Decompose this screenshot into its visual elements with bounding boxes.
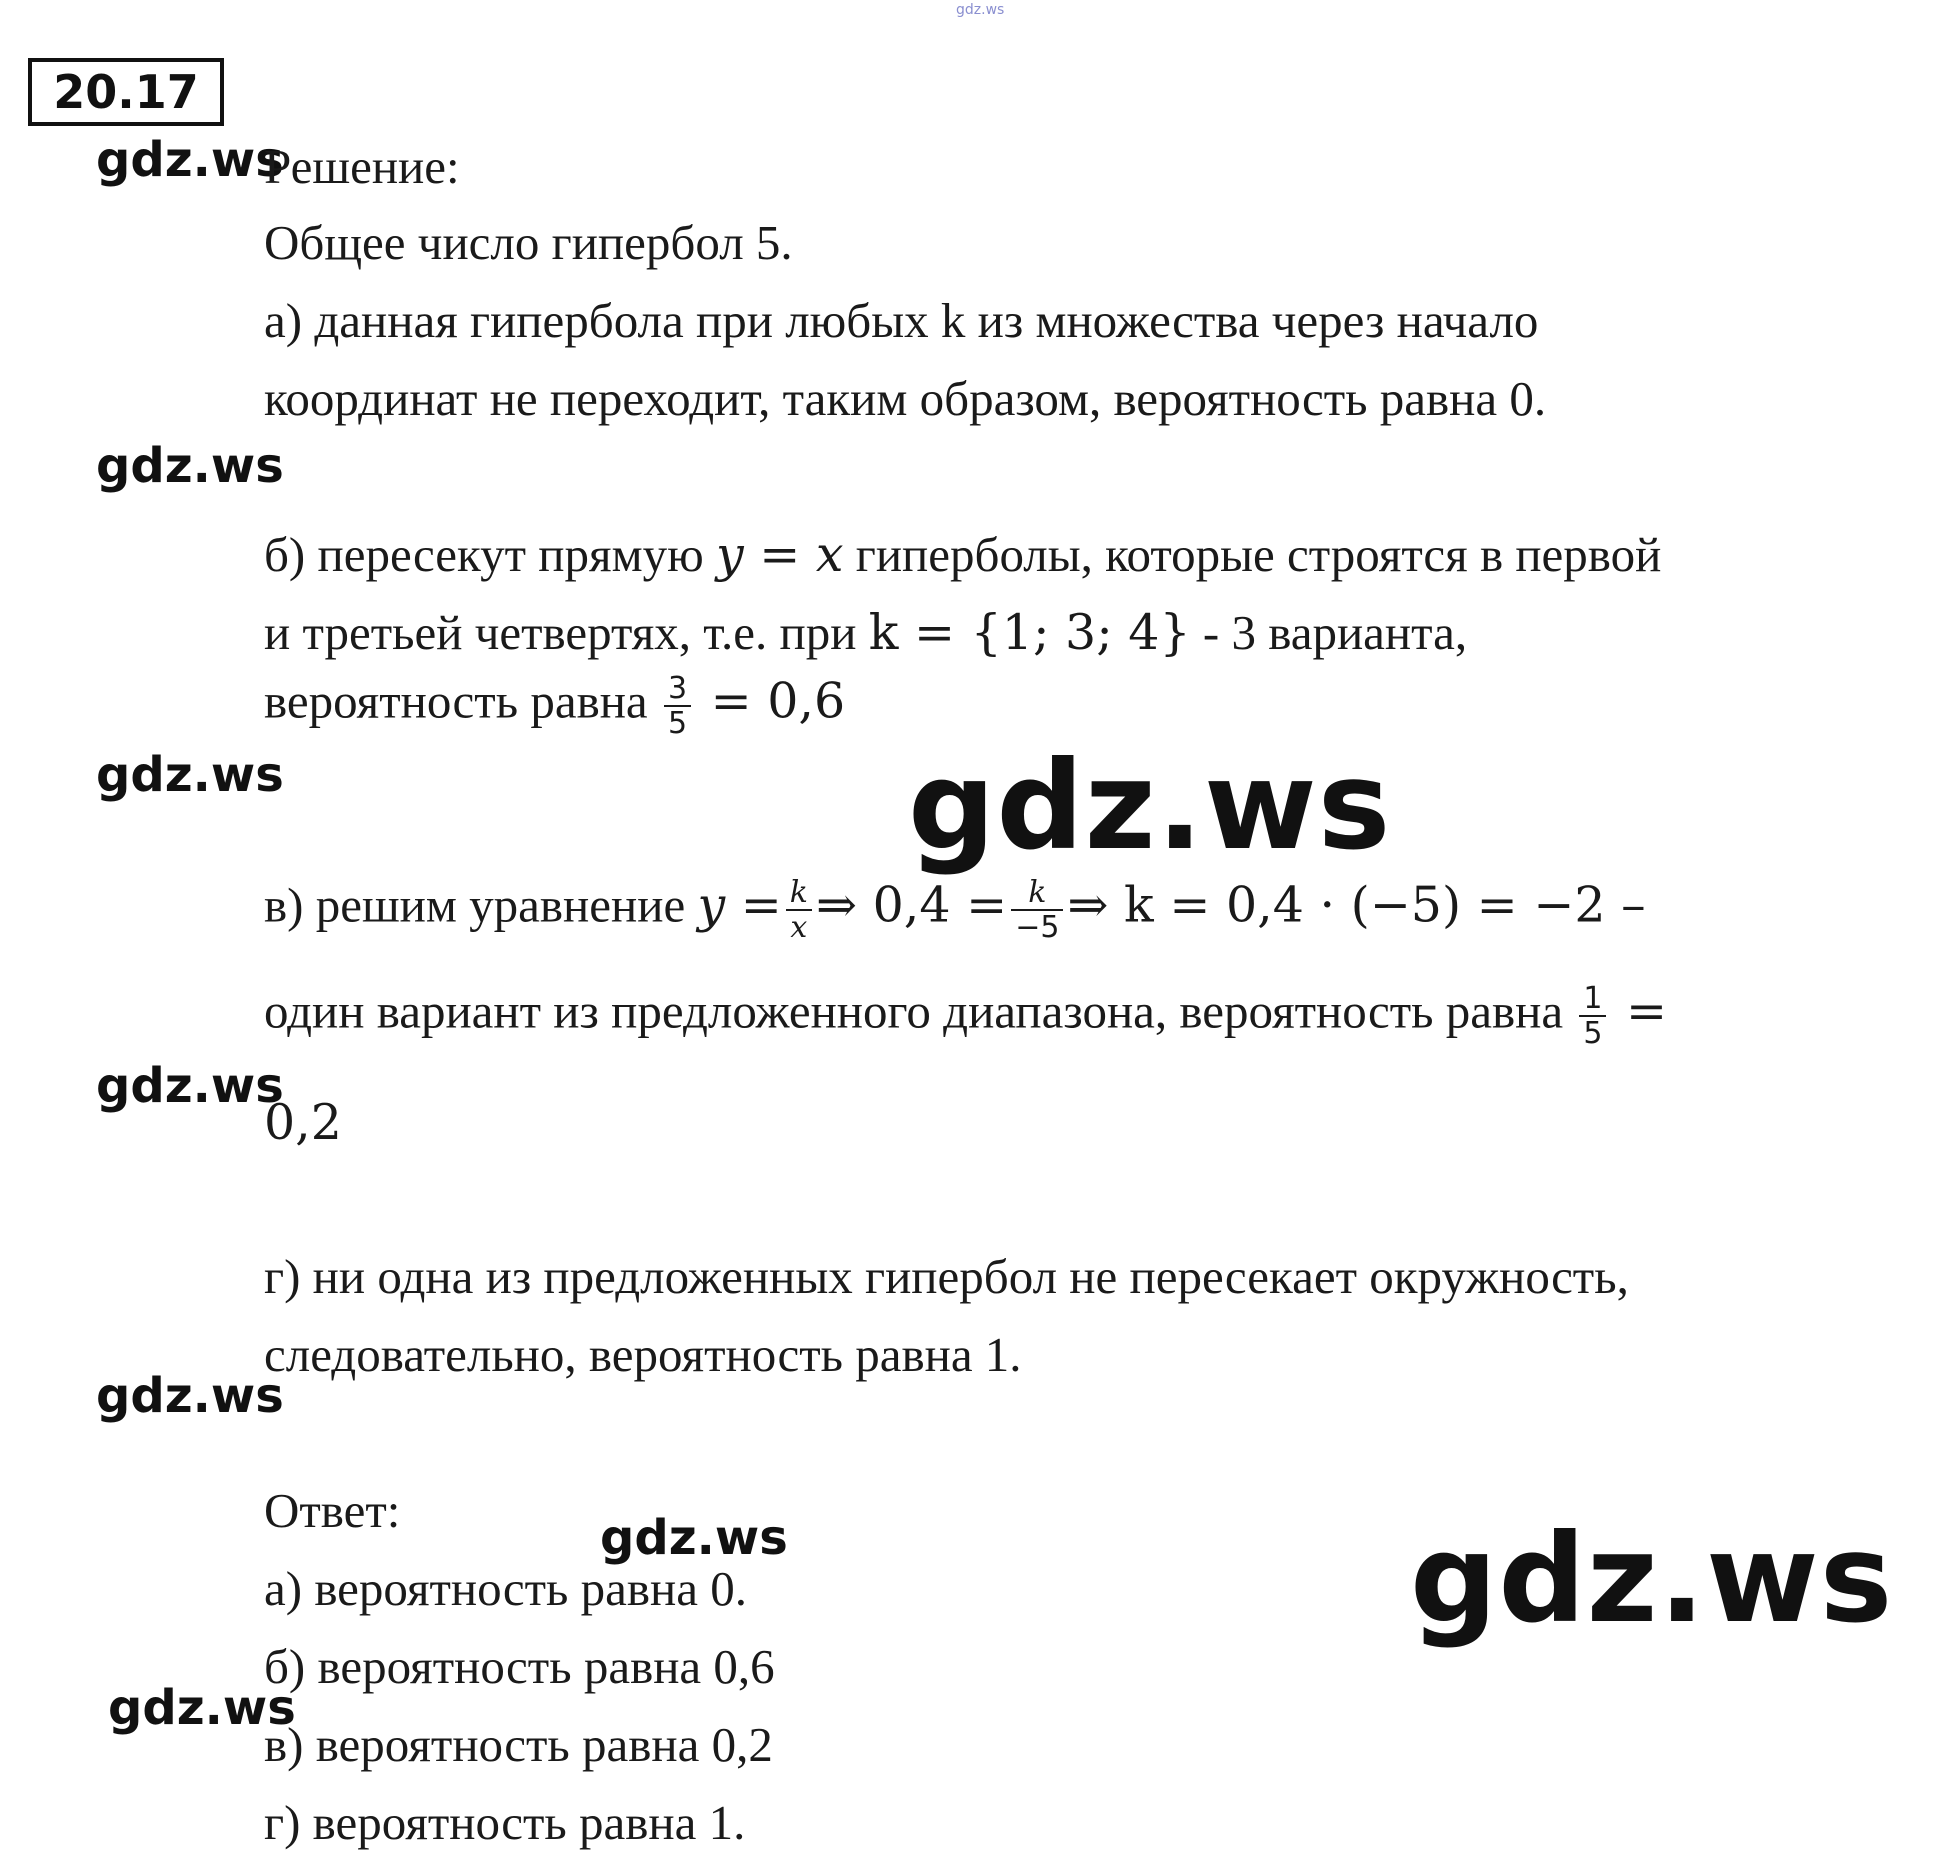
fraction — [1579, 982, 1606, 1050]
fraction — [664, 672, 691, 740]
part-v-line-3: 0,2 — [264, 1094, 342, 1151]
watermark: gdz.ws — [96, 132, 284, 188]
watermark: gdz.ws — [96, 1368, 284, 1424]
watermark: gdz.ws — [96, 747, 284, 803]
part-g-line-2: следовательно, вероятность равна 1. — [264, 1327, 1022, 1382]
text: вероятность равна — [264, 673, 660, 729]
fraction-numerator: 3 — [664, 672, 691, 707]
part-b-line-1 — [264, 526, 1662, 583]
part-a-line-1: а) данная гипербола при любых k из множества через начало — [264, 293, 1539, 348]
part-v-line-1 — [264, 876, 1646, 944]
fraction-denominator: 5 — [1583, 1016, 1603, 1051]
watermark-large: gdz.ws — [908, 735, 1392, 877]
solution-intro: Общее число гипербол 5. — [264, 215, 793, 270]
text: гиперболы, которые строятся в первой — [843, 527, 1662, 582]
formula: ⇒ 0,4 = — [815, 876, 1008, 934]
formula: k = {1; 3; 4} — [868, 604, 1191, 661]
part-v-line-2 — [264, 982, 1667, 1050]
formula: = — [1610, 982, 1668, 1040]
solution-heading: Решение: — [264, 139, 460, 194]
watermark: gdz.ws — [600, 1510, 788, 1566]
problem-number: 20.17 — [28, 58, 224, 126]
answer-item-v: в) вероятность равна 0,2 — [264, 1717, 773, 1772]
answer-item-b: б) вероятность равна 0,6 — [264, 1639, 775, 1694]
part-a-line-2: координат не переходит, таким образом, вероятность равна 0. — [264, 371, 1547, 426]
fraction-denominator: 5 — [667, 706, 688, 741]
text: б) пересекут прямую — [264, 527, 716, 582]
text: и третьей четвертях, т.е. при — [264, 605, 869, 660]
text: один вариант из предложенного диапазона, вероятность равна — [264, 983, 1576, 1039]
answer-heading: Ответ: — [264, 1483, 401, 1538]
watermark-large: gdz.ws — [1410, 1508, 1894, 1650]
watermark: gdz.ws — [96, 1058, 284, 1114]
formula: y = — [697, 876, 782, 934]
text: - 3 варианта, — [1190, 605, 1468, 660]
text: = 0,6 — [695, 672, 846, 730]
fraction — [786, 876, 812, 944]
part-b-line-2 — [264, 604, 1468, 661]
text: в) решим уравнение — [264, 877, 698, 933]
fraction-numerator: k — [1011, 876, 1063, 911]
part-b-line-3 — [264, 672, 845, 740]
fraction-denominator: x — [790, 910, 808, 945]
fraction — [1011, 876, 1063, 944]
part-g-line-1: г) ни одна из предложенных гипербол не пересекает окружность, — [264, 1249, 1629, 1304]
top-watermark: gdz.ws — [956, 2, 1005, 18]
watermark: gdz.ws — [108, 1680, 296, 1736]
answer-item-g: г) вероятность равна 1. — [264, 1795, 746, 1850]
fraction-numerator: k — [786, 876, 812, 911]
fraction-numerator: 1 — [1579, 982, 1606, 1017]
formula: y = x — [715, 526, 844, 583]
watermark: gdz.ws — [96, 438, 284, 494]
fraction-denominator: −5 — [1015, 910, 1060, 945]
answer-item-a: а) вероятность равна 0. — [264, 1561, 747, 1616]
formula: ⇒ k = 0,4 · (−5) = −2 – — [1067, 876, 1646, 934]
